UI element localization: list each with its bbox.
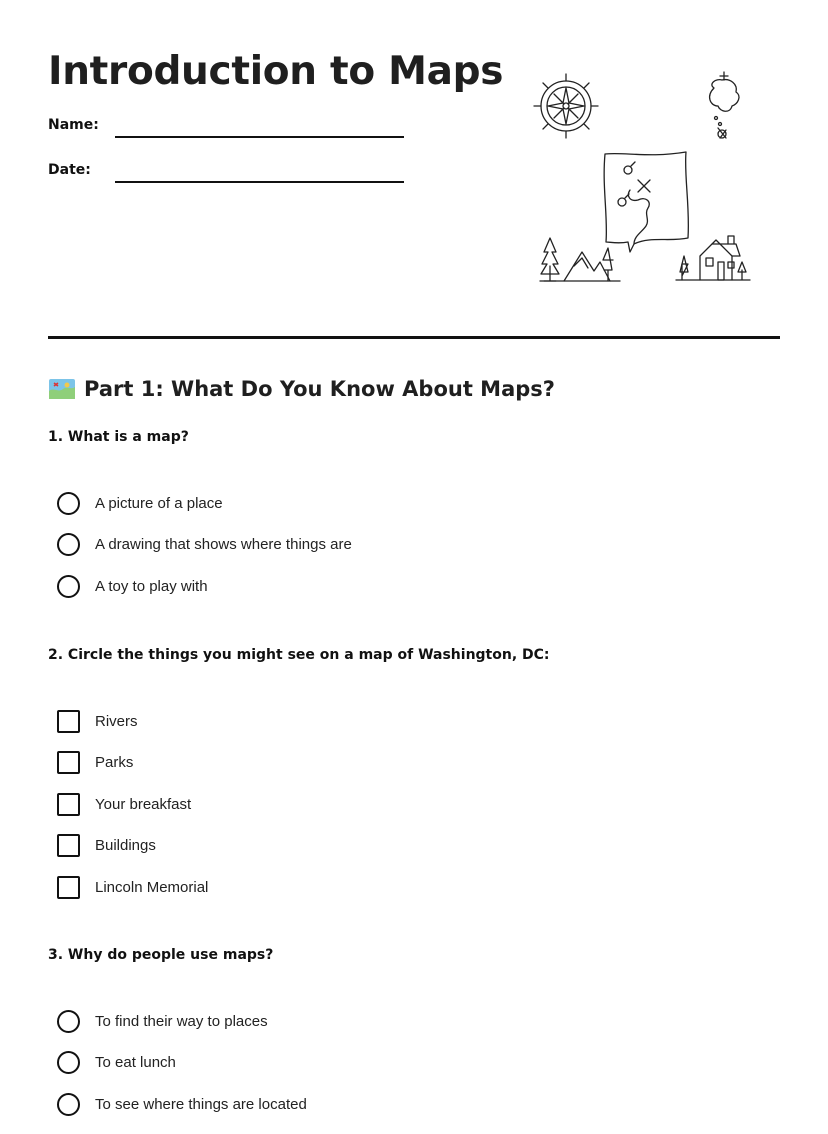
date-label: Date:: [48, 162, 91, 178]
compass-rose-icon: [534, 74, 598, 138]
house-icon: [676, 236, 750, 280]
treasure-map-icon: [604, 152, 688, 252]
date-line[interactable]: [115, 181, 404, 183]
map-doodle-illustration: [530, 66, 760, 288]
q2-option[interactable]: [57, 875, 208, 899]
option-label: To eat lunch: [95, 1054, 176, 1071]
checkbox[interactable]: [57, 834, 80, 857]
option-label: To see where things are located: [95, 1095, 307, 1113]
trees-mountain-icon: [540, 238, 620, 281]
question-2: 2. Circle the things you might see on a map of Washington, DC:: [48, 647, 550, 663]
checkbox[interactable]: [57, 710, 80, 733]
island-icon: [710, 72, 739, 138]
radio-button[interactable]: [57, 1010, 80, 1033]
q2-option[interactable]: [57, 834, 208, 858]
option-label: A picture of a place: [95, 494, 223, 512]
question-1-options: [57, 491, 352, 616]
map-emoji-icon: [48, 377, 76, 401]
option-label: A drawing that shows where things are: [95, 536, 352, 553]
name-label: Name:: [48, 117, 99, 133]
checkbox[interactable]: [57, 793, 80, 816]
question-2-options: [57, 709, 208, 917]
radio-button[interactable]: [57, 575, 80, 598]
radio-button[interactable]: [57, 492, 80, 515]
q3-option[interactable]: [57, 1051, 307, 1075]
section-divider: [48, 336, 780, 339]
checkbox[interactable]: [57, 751, 80, 774]
q1-option[interactable]: [57, 491, 352, 515]
option-label: Parks: [95, 754, 134, 771]
q3-option[interactable]: [57, 1092, 307, 1116]
name-line[interactable]: [115, 136, 404, 138]
radio-button[interactable]: [57, 1051, 80, 1074]
option-label: Buildings: [95, 837, 156, 854]
question-3-options: [57, 1009, 307, 1134]
checkbox[interactable]: [57, 876, 80, 899]
radio-button[interactable]: [57, 1093, 80, 1116]
option-label: To find their way to places: [95, 1012, 268, 1030]
q3-option[interactable]: [57, 1009, 307, 1033]
q2-option[interactable]: [57, 792, 208, 816]
question-1: 1. What is a map?: [48, 429, 189, 445]
q2-option[interactable]: [57, 751, 208, 775]
q2-option[interactable]: [57, 709, 208, 733]
option-label: Rivers: [95, 712, 138, 730]
part1-heading: [48, 374, 555, 404]
question-3: 3. Why do people use maps?: [48, 947, 274, 963]
part1-title: Part 1: What Do You Know About Maps?: [84, 377, 555, 401]
page-title: Introduction to Maps: [48, 49, 504, 94]
option-label: A toy to play with: [95, 577, 208, 595]
option-label: Lincoln Memorial: [95, 878, 209, 896]
q1-option[interactable]: [57, 574, 352, 598]
q1-option[interactable]: [57, 533, 352, 557]
radio-button[interactable]: [57, 533, 80, 556]
option-label: Your breakfast: [95, 795, 192, 813]
